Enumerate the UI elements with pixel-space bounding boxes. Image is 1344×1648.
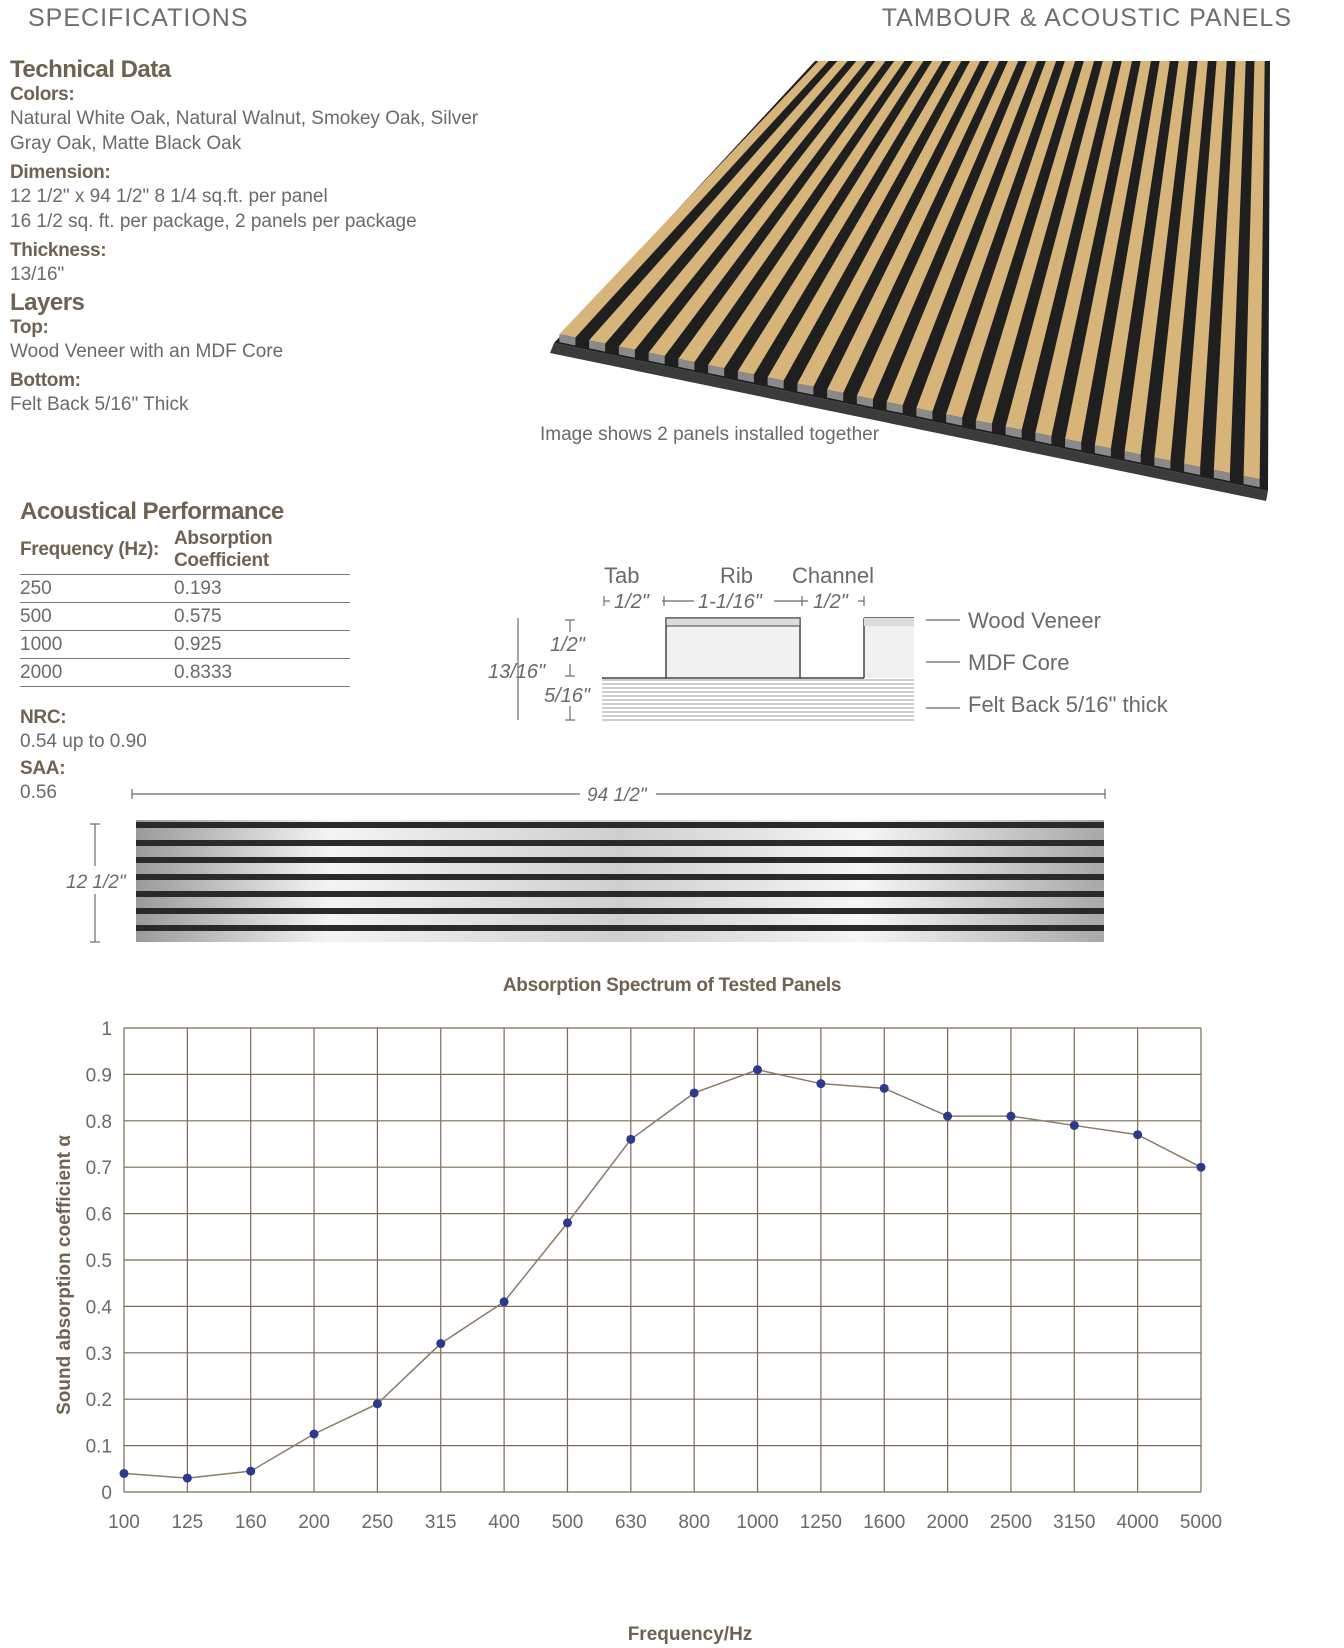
- channel-gap: [136, 908, 1104, 914]
- colors-label: Colors:: [10, 84, 75, 105]
- x-tick-label: 200: [298, 1512, 330, 1533]
- absorption-chart: [0, 1010, 1300, 1648]
- channel-gap: [136, 891, 1104, 897]
- colors-line-2: Gray Oak, Matte Black Oak: [10, 133, 242, 154]
- panel-top-view: [60, 780, 1140, 950]
- acoustic-table: [20, 528, 350, 687]
- channel-gap: [136, 857, 1104, 863]
- data-point: [1197, 1163, 1206, 1172]
- col-frequency: Frequency (Hz):: [20, 539, 160, 560]
- colors-line-1: Natural White Oak, Natural Walnut, Smokey Oak, Silver: [10, 108, 479, 129]
- x-tick-labels: [108, 1512, 1222, 1533]
- x-tick-label: 2000: [926, 1512, 969, 1533]
- saa-label: SAA:: [20, 758, 66, 779]
- x-tick-label: 4000: [1116, 1512, 1159, 1533]
- x-tick-label: 800: [678, 1512, 711, 1533]
- layer-veneer-label: Wood Veneer: [968, 608, 1101, 633]
- x-tick-label: 630: [614, 1512, 647, 1533]
- top-dim: 1/2": [550, 634, 585, 656]
- freq-cell: 2000: [20, 659, 174, 687]
- acoustic-block: [20, 498, 350, 805]
- data-point: [436, 1339, 445, 1348]
- dimension-line-2: 16 1/2 sq. ft. per package, 2 panels per package: [10, 211, 417, 232]
- tab-label: Tab: [604, 563, 640, 588]
- data-point: [183, 1474, 192, 1483]
- data-point: [1070, 1121, 1079, 1130]
- data-point: [500, 1297, 509, 1306]
- tab-dim: 1/2": [614, 591, 649, 613]
- data-point: [1006, 1112, 1015, 1121]
- chart-title: Absorption Spectrum of Tested Panels: [502, 975, 842, 996]
- table-row: [20, 603, 350, 631]
- channel-gap: [136, 874, 1104, 880]
- felt-dim: 5/16": [544, 685, 591, 707]
- bottom-layer-value: Felt Back 5/16" Thick: [10, 394, 189, 415]
- series-points: [120, 1065, 1206, 1482]
- y-tick-label: 0: [101, 1483, 112, 1504]
- top-layer-label: Top:: [10, 317, 49, 338]
- y-tick-label: 0.3: [85, 1343, 112, 1365]
- x-tick-label: 160: [234, 1512, 267, 1533]
- top-layer-value: Wood Veneer with an MDF Core: [10, 341, 284, 362]
- abs-cell: 0.8333: [174, 659, 350, 687]
- table-row: [20, 631, 350, 659]
- x-tick-label: 1000: [736, 1512, 779, 1533]
- y-tick-label: 0.8: [85, 1111, 112, 1133]
- x-tick-label: 125: [171, 1512, 204, 1533]
- layer-leaders: [926, 620, 960, 708]
- x-tick-label: 315: [424, 1512, 457, 1533]
- abs-cell: 0.575: [174, 603, 350, 631]
- y-tick-label: 0.2: [85, 1390, 112, 1412]
- data-point: [563, 1218, 572, 1227]
- width-label: 12 1/2": [66, 872, 126, 893]
- total-dim: 13/16": [488, 661, 546, 683]
- data-point: [816, 1079, 825, 1088]
- technical-data-block: [10, 56, 530, 417]
- y-tick-label: 0.7: [85, 1158, 112, 1180]
- acoustic-title: Acoustical Performance: [20, 498, 284, 525]
- data-point: [373, 1399, 382, 1408]
- freq-cell: 500: [20, 603, 174, 631]
- y-tick-label: 0.5: [85, 1251, 112, 1272]
- data-point: [1133, 1130, 1142, 1139]
- y-tick-label: 0.1: [85, 1436, 112, 1458]
- x-tick-label: 5000: [1179, 1512, 1223, 1533]
- y-tick-labels: [86, 1019, 113, 1504]
- data-point: [246, 1467, 255, 1476]
- col-absorption: Absorption Coefficient: [174, 528, 273, 571]
- thickness-value: 13/16": [10, 264, 65, 285]
- y-tick-label: 1: [101, 1019, 112, 1040]
- freq-cell: 1000: [20, 631, 174, 659]
- channel-label: Channel: [792, 563, 874, 588]
- saa-value: 0.56: [20, 782, 57, 803]
- channel-gap: [136, 822, 1104, 828]
- table-row: [20, 575, 350, 603]
- layer-felt-label: Felt Back 5/16" thick: [968, 692, 1168, 717]
- x-tick-label: 400: [488, 1512, 520, 1533]
- data-point: [120, 1469, 129, 1478]
- dimension-line-1: 12 1/2" x 94 1/2" 8 1/4 sq.ft. per panel: [10, 186, 328, 207]
- nrc-label: NRC:: [20, 707, 67, 728]
- data-point: [880, 1084, 889, 1093]
- felt-layer: [602, 680, 914, 720]
- x-tick-label: 2500: [989, 1512, 1033, 1533]
- y-tick-label: 0.4: [85, 1297, 112, 1319]
- data-point: [943, 1112, 952, 1121]
- freq-cell: 250: [20, 575, 174, 603]
- x-tick-label: 250: [361, 1512, 394, 1533]
- abs-cell: 0.193: [174, 575, 350, 603]
- thickness-label: Thickness:: [10, 240, 107, 261]
- x-tick-label: 1600: [863, 1512, 906, 1533]
- header-right: TAMBOUR & ACOUSTIC PANELS: [881, 4, 1292, 32]
- rib-profiles: [602, 618, 914, 678]
- y-tick-label: 0.9: [85, 1065, 112, 1087]
- series-line: [124, 1070, 1201, 1478]
- chart-grid: [124, 1028, 1201, 1492]
- x-axis-label: Frequency/Hz: [627, 1624, 753, 1645]
- technical-data-title: Technical Data: [10, 56, 171, 83]
- x-tick-label: 3150: [1053, 1512, 1096, 1533]
- cross-section-diagram: [480, 560, 1240, 760]
- data-point: [690, 1088, 699, 1097]
- rib-label: Rib: [720, 563, 754, 588]
- y-tick-label: 0.6: [85, 1204, 112, 1226]
- photo-caption: Image shows 2 panels installed together: [540, 424, 880, 445]
- nrc-value: 0.54 up to 0.90: [20, 731, 147, 752]
- panel-surface: [136, 820, 1104, 942]
- channel-dim: 1/2": [813, 591, 848, 613]
- y-axis-label: Sound absorption coefficient α: [54, 1135, 75, 1415]
- length-label: 94 1/2": [587, 785, 647, 806]
- data-point: [310, 1430, 319, 1439]
- x-tick-label: 500: [551, 1512, 584, 1533]
- header-left: SPECIFICATIONS: [28, 4, 249, 32]
- chart-title-wrap: [0, 975, 1344, 997]
- data-point: [626, 1135, 635, 1144]
- table-row: [20, 659, 350, 687]
- channel-gap: [136, 840, 1104, 846]
- bottom-layer-label: Bottom:: [10, 370, 81, 391]
- x-tick-label: 100: [108, 1512, 140, 1533]
- rib-dim: 1-1/16": [698, 591, 762, 613]
- x-tick-label: 1250: [799, 1512, 843, 1533]
- layer-mdf-label: MDF Core: [968, 650, 1070, 675]
- data-point: [753, 1065, 762, 1074]
- abs-cell: 0.925: [174, 631, 350, 659]
- dimension-label: Dimension:: [10, 162, 111, 183]
- layers-title: Layers: [10, 289, 85, 316]
- channel-gap: [136, 925, 1104, 931]
